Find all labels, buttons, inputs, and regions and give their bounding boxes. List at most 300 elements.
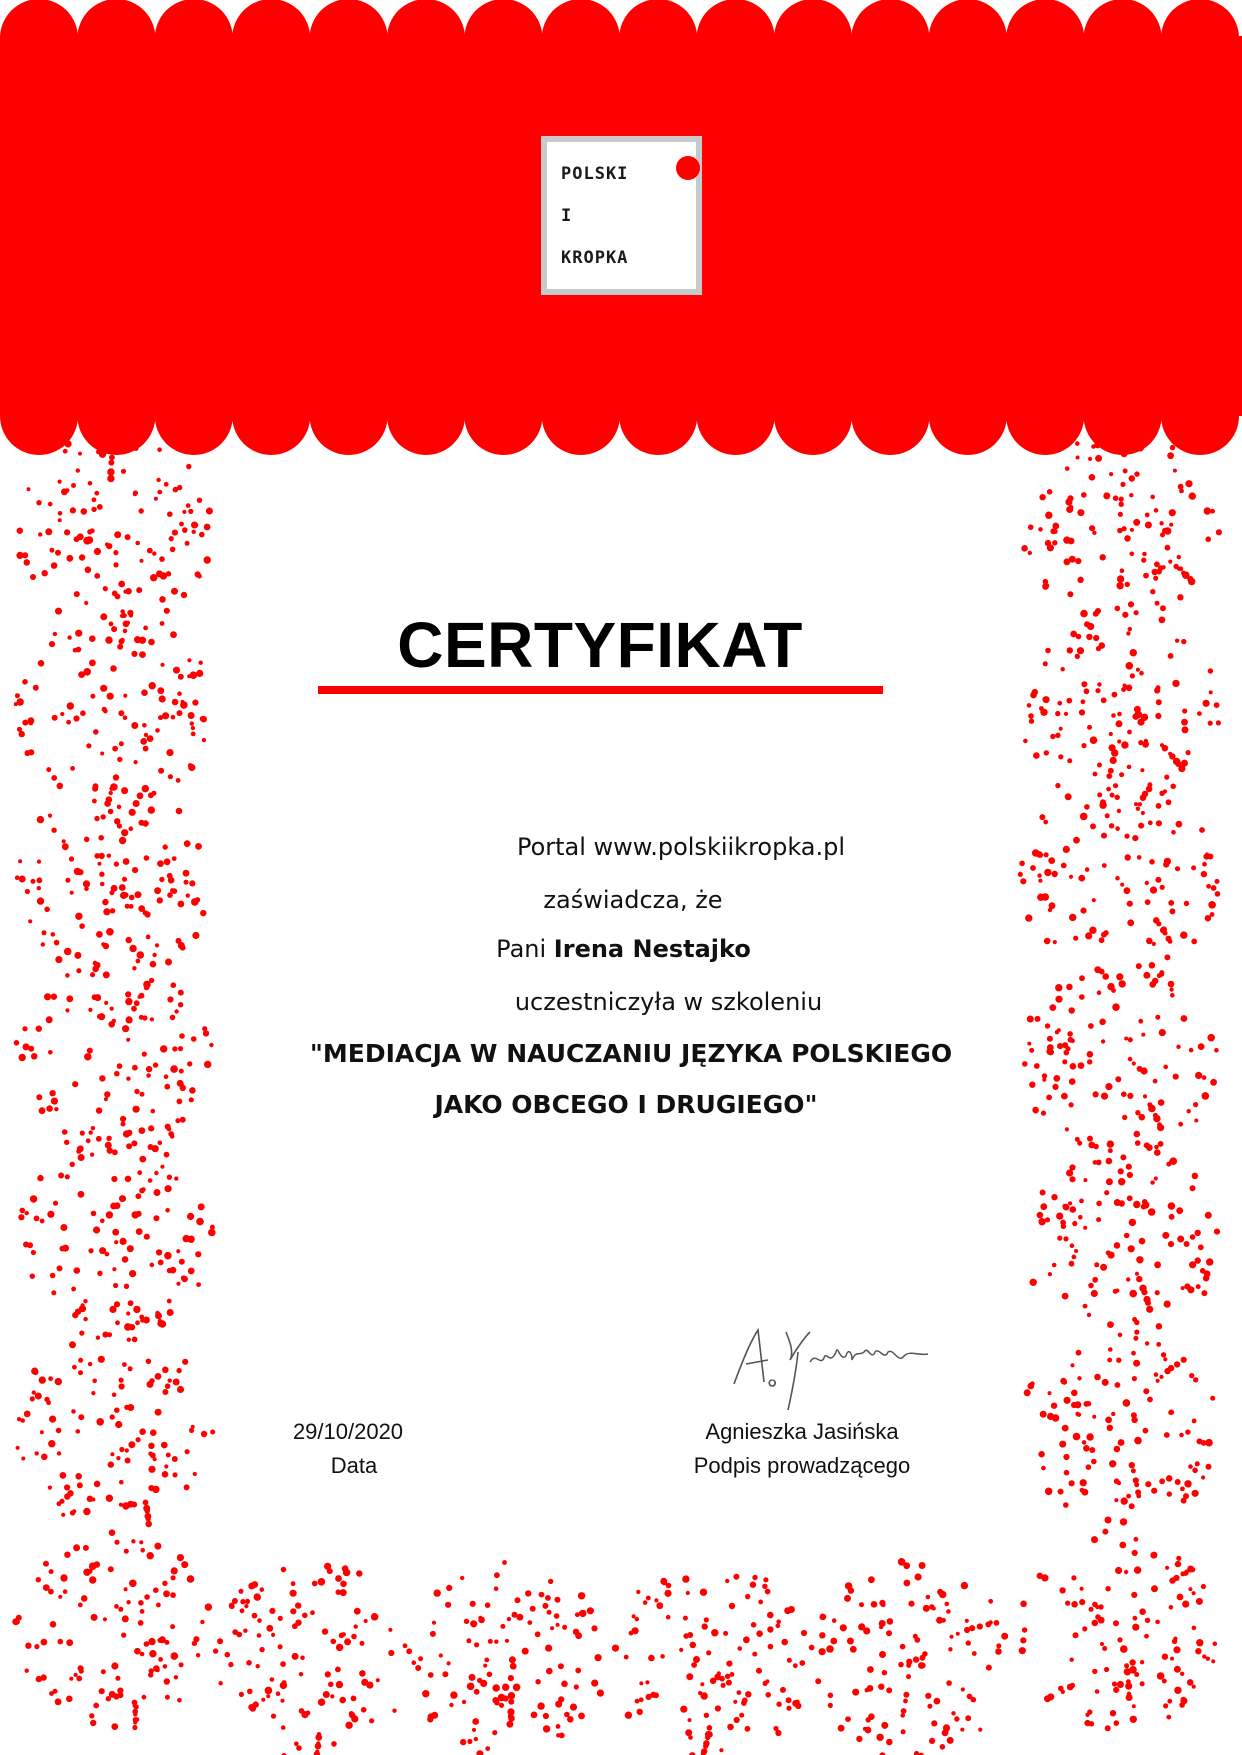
border-dot — [1162, 1654, 1168, 1660]
border-dot — [160, 1165, 164, 1169]
border-dot — [1201, 1584, 1206, 1589]
border-dot — [157, 687, 164, 694]
border-dot — [18, 1214, 24, 1220]
border-dot — [1111, 713, 1116, 718]
border-dot — [167, 1127, 172, 1132]
border-dot — [1127, 1195, 1133, 1201]
border-dot — [34, 1644, 39, 1649]
border-dot — [1146, 786, 1153, 793]
border-dot — [1025, 914, 1032, 921]
border-dot — [27, 487, 31, 491]
border-dot — [537, 1702, 544, 1709]
border-dot — [828, 1703, 833, 1708]
border-dot — [505, 1639, 509, 1643]
border-dot — [144, 1594, 150, 1600]
border-dot — [113, 1283, 118, 1288]
border-dot — [1154, 1261, 1161, 1268]
border-dot — [1151, 1585, 1158, 1592]
border-dot — [256, 1664, 260, 1668]
border-dot — [1058, 1686, 1064, 1692]
border-dot — [838, 1725, 845, 1732]
border-dot — [336, 1644, 343, 1651]
border-dot — [656, 1602, 663, 1609]
border-dot — [856, 1736, 862, 1742]
border-dot — [219, 1681, 223, 1685]
border-dot — [164, 1252, 172, 1260]
border-dot — [108, 1566, 114, 1572]
certificate-title: CERTYFIKAT — [397, 609, 803, 681]
border-dot — [1063, 1236, 1068, 1241]
border-dot — [1163, 1357, 1167, 1361]
border-dot — [89, 1130, 93, 1134]
banner-scallop-bottom — [1161, 377, 1239, 455]
border-dot — [1108, 1252, 1115, 1259]
border-dot — [16, 1446, 20, 1450]
border-dot — [248, 1583, 255, 1590]
border-dot — [182, 1359, 188, 1365]
border-dot — [727, 1724, 734, 1731]
border-dot — [1215, 879, 1220, 884]
border-dot — [135, 541, 140, 546]
border-dot — [156, 1668, 160, 1672]
border-dot — [1129, 1503, 1135, 1509]
border-dot — [643, 1600, 648, 1605]
banner-scallop-bottom — [232, 377, 310, 455]
border-dot — [147, 735, 154, 742]
border-dot — [217, 1638, 223, 1644]
border-dot — [1071, 1390, 1078, 1397]
border-dot — [115, 1320, 120, 1325]
border-dot — [1069, 505, 1074, 510]
border-dot — [99, 872, 104, 877]
border-dot — [492, 1730, 497, 1735]
border-dot — [1019, 1647, 1026, 1654]
border-dot — [729, 1603, 735, 1609]
border-dot — [1126, 1694, 1133, 1701]
border-dot — [1082, 1626, 1087, 1631]
border-dot — [74, 536, 80, 542]
border-dot — [166, 571, 171, 576]
border-dot — [121, 1122, 126, 1127]
border-dot — [139, 1540, 143, 1544]
border-dot — [639, 1681, 643, 1685]
border-dot — [80, 710, 86, 716]
border-dot — [126, 1077, 130, 1081]
border-dot — [126, 1016, 133, 1023]
border-dot — [1150, 495, 1155, 500]
border-dot — [403, 1643, 408, 1648]
border-dot — [1173, 1575, 1179, 1581]
border-dot — [108, 460, 114, 466]
border-dot — [1091, 1459, 1097, 1465]
border-dot — [898, 1558, 906, 1566]
border-dot — [150, 1429, 157, 1436]
border-dot — [1087, 725, 1092, 730]
border-dot — [1091, 1536, 1098, 1543]
border-dot — [153, 1457, 157, 1461]
border-dot — [1095, 688, 1100, 693]
border-dot — [752, 1575, 757, 1580]
border-dot — [1086, 1433, 1093, 1440]
border-dot — [868, 1576, 875, 1583]
border-dot — [1195, 1461, 1200, 1466]
border-dot — [948, 1647, 952, 1651]
border-dot — [1162, 1232, 1169, 1239]
border-dot — [1154, 508, 1159, 513]
border-dot — [828, 1693, 834, 1699]
border-dot — [149, 1650, 156, 1657]
border-dot — [1029, 1082, 1035, 1088]
border-dot — [826, 1645, 834, 1653]
border-dot — [30, 1196, 35, 1201]
border-dot — [470, 1620, 477, 1627]
border-dot — [903, 1699, 908, 1704]
border-dot — [1127, 730, 1132, 735]
border-dot — [1136, 963, 1142, 969]
border-dot — [351, 1696, 357, 1702]
border-dot — [781, 1639, 788, 1646]
border-dot — [570, 1704, 577, 1711]
border-dot — [155, 1373, 162, 1380]
border-dot — [122, 1025, 129, 1032]
border-dot — [654, 1598, 658, 1602]
border-dot — [1195, 1257, 1201, 1263]
border-dot — [281, 1567, 287, 1573]
border-dot — [376, 1678, 380, 1682]
border-dot — [522, 1648, 529, 1655]
border-dot — [35, 1393, 42, 1400]
border-dot — [73, 715, 79, 721]
border-dot — [1118, 1178, 1125, 1185]
border-dot — [134, 1648, 141, 1655]
border-dot — [1134, 1566, 1141, 1573]
border-dot — [1206, 1464, 1212, 1470]
border-dot — [929, 1604, 934, 1609]
border-dot — [1069, 914, 1076, 921]
border-dot — [752, 1652, 757, 1657]
border-dot — [148, 1144, 154, 1150]
border-dot — [664, 1590, 671, 1597]
border-dot — [43, 1561, 49, 1567]
border-dot — [508, 1692, 515, 1699]
border-dot — [432, 1621, 436, 1625]
border-dot — [1156, 1342, 1161, 1347]
border-dot — [1045, 1023, 1050, 1028]
border-dot — [129, 1580, 137, 1588]
border-dot — [1131, 1592, 1137, 1598]
border-dot — [132, 1725, 137, 1730]
border-dot — [788, 1606, 795, 1613]
border-dot — [1030, 1279, 1037, 1286]
border-dot — [60, 1472, 67, 1479]
border-dot — [1158, 1141, 1164, 1147]
border-dot — [1020, 1637, 1026, 1643]
border-dot — [294, 1742, 299, 1747]
border-dot — [164, 1152, 170, 1158]
border-dot — [118, 581, 125, 588]
border-dot — [170, 1624, 175, 1629]
border-dot — [1156, 1323, 1162, 1329]
border-dot — [166, 749, 173, 756]
border-dot — [1080, 1488, 1085, 1493]
border-dot — [318, 1578, 326, 1586]
banner-scallop-bottom — [542, 377, 620, 455]
border-dot — [1053, 1075, 1060, 1082]
border-dot — [1098, 1604, 1103, 1609]
border-dot — [92, 497, 97, 502]
border-dot — [131, 722, 138, 729]
border-dot — [140, 559, 144, 563]
border-dot — [259, 1647, 264, 1652]
border-dot — [1107, 1425, 1113, 1431]
border-dot — [1035, 1016, 1041, 1022]
border-dot — [765, 1692, 771, 1698]
border-dot — [170, 1267, 177, 1274]
border-dot — [110, 1452, 114, 1456]
border-dot — [1168, 1202, 1176, 1210]
border-dot — [1107, 1358, 1112, 1363]
border-dot — [1050, 734, 1055, 739]
border-dot — [1127, 1172, 1133, 1178]
border-dot — [1133, 1201, 1140, 1208]
border-dot — [1030, 692, 1037, 699]
border-dot — [75, 1473, 82, 1480]
border-dot — [871, 1601, 878, 1608]
border-dot — [1129, 475, 1135, 481]
border-dot — [159, 877, 164, 882]
border-dot — [472, 1718, 479, 1725]
signer-name: Agnieszka Jasińska — [705, 1419, 899, 1444]
border-dot — [775, 1730, 781, 1736]
border-dot — [1109, 1460, 1116, 1467]
border-dot — [1079, 1599, 1085, 1605]
border-dot — [1172, 1639, 1177, 1644]
border-dot — [1143, 1428, 1149, 1434]
border-dot — [1133, 1336, 1138, 1341]
border-dot — [1156, 699, 1162, 705]
border-dot — [737, 1646, 742, 1651]
border-dot — [1061, 863, 1067, 869]
border-dot — [690, 1642, 697, 1649]
border-dot — [591, 1625, 597, 1631]
border-dot — [148, 1443, 154, 1449]
border-dot — [530, 1606, 536, 1612]
border-dot — [98, 1356, 105, 1363]
border-dot — [1121, 687, 1126, 692]
border-dot — [388, 1650, 394, 1656]
border-dot — [725, 1674, 730, 1679]
border-dot — [579, 1611, 584, 1616]
border-dot — [139, 1156, 146, 1163]
border-dot — [904, 1580, 911, 1587]
border-dot — [1106, 1178, 1113, 1185]
border-dot — [1030, 1381, 1035, 1386]
border-dot — [707, 1725, 713, 1731]
border-dot — [1114, 1720, 1120, 1726]
border-dot — [1174, 1666, 1181, 1673]
border-dot — [1058, 1489, 1064, 1495]
border-dot — [867, 1685, 874, 1692]
border-dot — [282, 1680, 287, 1685]
border-dot — [198, 1203, 205, 1210]
border-dot — [195, 1251, 201, 1257]
border-dot — [1156, 1379, 1160, 1383]
border-dot — [682, 1575, 689, 1582]
border-dot — [1140, 768, 1144, 772]
border-dot — [1088, 1023, 1094, 1029]
border-dot — [1115, 876, 1120, 881]
border-dot — [1089, 1447, 1095, 1453]
border-dot — [844, 1595, 851, 1602]
border-dot — [85, 567, 92, 574]
border-dot — [1084, 804, 1090, 810]
border-dot — [47, 1211, 54, 1218]
border-dot — [79, 554, 85, 560]
border-dot — [90, 972, 95, 977]
border-dot — [166, 1453, 171, 1458]
border-dot — [65, 488, 69, 492]
border-dot — [1117, 712, 1122, 717]
border-dot — [446, 1585, 452, 1591]
border-dot — [1129, 1659, 1135, 1665]
border-dot — [470, 1601, 476, 1607]
border-dot — [1130, 528, 1134, 532]
border-dot — [1077, 509, 1084, 516]
border-dot — [1067, 591, 1073, 597]
border-dot — [1079, 709, 1085, 715]
border-dot — [112, 1267, 116, 1271]
border-dot — [247, 1689, 253, 1695]
border-dot — [1150, 589, 1155, 594]
border-dot — [1027, 703, 1032, 708]
border-dot — [1170, 784, 1176, 790]
border-dot — [1078, 875, 1085, 882]
border-dot — [1186, 1482, 1191, 1487]
border-dot — [1196, 1639, 1203, 1646]
border-dot — [1048, 1391, 1052, 1395]
border-dot — [1145, 513, 1150, 518]
border-dot — [1197, 711, 1202, 716]
border-dot — [450, 1691, 457, 1698]
border-dot — [908, 1601, 914, 1607]
border-dot — [1114, 1242, 1121, 1249]
border-dot — [15, 875, 20, 880]
border-dot — [737, 1690, 742, 1695]
border-dot — [140, 1609, 145, 1614]
border-dot — [1156, 921, 1161, 926]
banner-scallop-top — [0, 0, 78, 77]
border-dot — [666, 1615, 671, 1620]
border-dot — [487, 1672, 493, 1678]
border-dot — [852, 1689, 859, 1696]
course-title-line1: "MEDIACJA W NAUCZANIU JĘZYKA POLSKIEGO — [309, 1039, 953, 1068]
border-dot — [1069, 1078, 1076, 1085]
border-dot — [71, 483, 76, 488]
border-dot — [422, 1690, 429, 1697]
border-dot — [50, 1621, 57, 1628]
border-dot — [1133, 713, 1140, 720]
border-dot — [1187, 1286, 1194, 1293]
border-dot — [1155, 713, 1161, 719]
border-dot — [1116, 720, 1123, 727]
border-dot — [710, 1678, 716, 1684]
border-dot — [636, 1590, 640, 1594]
border-dot — [646, 1694, 652, 1700]
border-dot — [711, 1629, 718, 1636]
border-dot — [49, 548, 54, 553]
border-dot — [547, 1610, 552, 1615]
border-dot — [302, 1613, 308, 1619]
border-dot — [914, 1637, 920, 1643]
border-dot — [1038, 1218, 1045, 1225]
border-dot — [182, 527, 188, 533]
border-dot — [266, 1694, 270, 1698]
border-dot — [1145, 1300, 1151, 1306]
border-dot — [172, 699, 179, 706]
border-dot — [1182, 726, 1189, 733]
border-dot — [204, 524, 211, 531]
border-dot — [477, 1678, 482, 1683]
border-dot — [83, 1508, 90, 1515]
border-dot — [1169, 1605, 1174, 1610]
border-dot — [1133, 1360, 1140, 1367]
border-dot — [1142, 552, 1147, 557]
border-dot — [1190, 1185, 1196, 1191]
border-dot — [469, 1674, 476, 1681]
border-dot — [1059, 1587, 1065, 1593]
border-dot — [84, 601, 88, 605]
border-dot — [578, 1713, 585, 1720]
border-dot — [819, 1614, 826, 1621]
border-dot — [730, 1672, 735, 1677]
border-dot — [134, 760, 138, 764]
border-dot — [795, 1700, 800, 1705]
border-dot — [1204, 507, 1211, 514]
border-dot — [155, 1312, 162, 1319]
border-dot — [133, 490, 138, 495]
border-dot — [1167, 1699, 1172, 1704]
border-dot — [1112, 692, 1118, 698]
border-dot — [1107, 1321, 1114, 1328]
border-dot — [91, 1126, 95, 1130]
border-dot — [525, 1590, 531, 1596]
border-dot — [1045, 1488, 1053, 1496]
border-dot — [637, 1709, 643, 1715]
border-dot — [1179, 1433, 1184, 1438]
border-dot — [1167, 1491, 1172, 1496]
border-dot — [1196, 1598, 1203, 1605]
border-dot — [150, 574, 157, 581]
border-dot — [388, 1628, 392, 1632]
border-dot — [931, 1720, 937, 1726]
border-dot — [703, 1743, 708, 1748]
border-dot — [1113, 495, 1119, 501]
border-dot — [173, 1379, 180, 1386]
border-dot — [37, 877, 43, 883]
border-dot — [1094, 1374, 1101, 1381]
border-dot — [946, 1680, 952, 1686]
border-dot — [331, 1639, 337, 1645]
border-dot — [117, 757, 122, 762]
border-dot — [1067, 758, 1072, 763]
border-dot — [819, 1648, 826, 1655]
border-dot — [141, 689, 148, 696]
border-dot — [32, 1390, 36, 1394]
border-dot — [133, 1712, 137, 1716]
border-dot — [1040, 1411, 1047, 1418]
border-dot — [939, 1591, 946, 1598]
border-dot — [1086, 1464, 1092, 1470]
